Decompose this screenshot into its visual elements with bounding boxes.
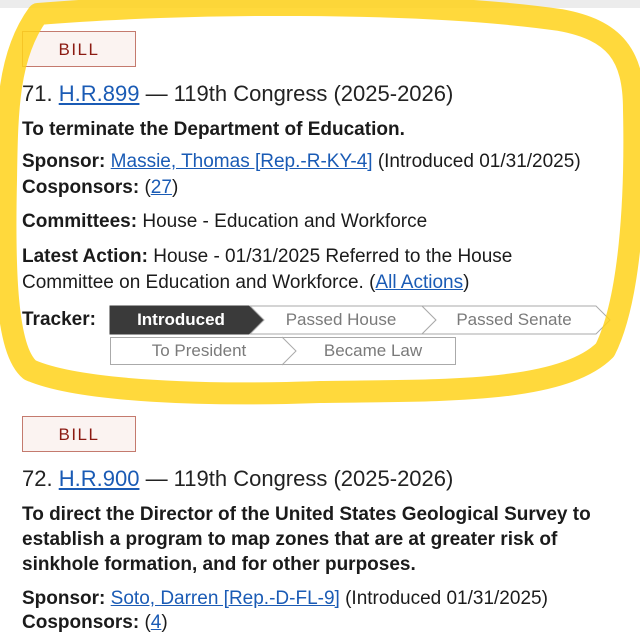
tracker-stage-label: Became Law: [323, 341, 423, 360]
sponsor-label: Sponsor:: [22, 588, 106, 609]
committees-label: Committees:: [22, 211, 138, 232]
sponsor-line: [22, 151, 581, 173]
all-actions-link[interactable]: All Actions: [375, 272, 464, 293]
cosponsors-label: Cosponsors:: [22, 612, 140, 633]
sponsor-link[interactable]: Soto, Darren [Rep.-D-FL-9]: [110, 588, 340, 609]
bill-description: To direct the Director of the United States Geological Survey to establish a program to map zones that are at greater risk of sinkhole formation, and for other purposes.: [22, 504, 591, 575]
tracker-row-2: [110, 337, 456, 365]
bill-number: 71.: [22, 81, 53, 106]
bill-type-badge: BILL: [22, 31, 136, 67]
bill-id-link[interactable]: H.R.899: [58, 81, 140, 106]
bill-title-line: [22, 466, 453, 492]
introduced-date: (Introduced 01/31/2025): [377, 151, 581, 172]
congress-label: — 119th Congress (2025-2026): [145, 466, 454, 491]
cosponsors-label: Cosponsors:: [22, 177, 140, 198]
latest-action: [22, 244, 602, 296]
tracker-stage-introduced: [110, 306, 252, 334]
bill-number: 72.: [22, 466, 53, 491]
latest-action-label: Latest Action:: [22, 246, 148, 267]
tracker-stage-label: To President: [151, 341, 247, 360]
cosponsors-count-link[interactable]: 4: [150, 612, 162, 633]
sponsor-label: Sponsor:: [22, 151, 106, 172]
cosponsors-count-link[interactable]: 27: [150, 177, 172, 198]
tracker-stage-passed-senate: [438, 306, 590, 334]
top-bar: [0, 0, 640, 8]
bill-type-badge: BILL: [22, 416, 136, 452]
tracker-label: Tracker:: [22, 309, 96, 330]
tracker-stage-passed-house: [266, 306, 416, 334]
cosponsors-close-paren: ): [161, 612, 168, 633]
congress-label: — 119th Congress (2025-2026): [145, 81, 454, 106]
cosponsors-line: [22, 177, 178, 199]
tracker-stage-became-law: [291, 337, 455, 365]
bill-id-link[interactable]: H.R.900: [58, 466, 140, 491]
committees-line: [22, 211, 427, 233]
tracker-stage-label: Passed House: [285, 310, 397, 329]
tracker-stage-label: Introduced: [137, 310, 225, 329]
cosponsors-close-paren: ): [171, 177, 179, 198]
latest-action-close: ): [463, 272, 470, 293]
sponsor-line: [22, 588, 548, 610]
tracker-stage-label: Passed Senate: [456, 310, 572, 329]
tracker-stage-to-president: [111, 337, 287, 365]
introduced-date: (Introduced 01/31/2025): [345, 588, 548, 609]
latest-action-text: House - 01/31/2025 Referred to the House Committee on Education and Workforce. (: [22, 246, 513, 293]
committees-value: House - Education and Workforce: [142, 211, 428, 232]
bill-description: To terminate the Department of Education.: [22, 119, 405, 140]
cosponsors-open-paren: (: [144, 177, 151, 198]
sponsor-link[interactable]: Massie, Thomas [Rep.-R-KY-4]: [110, 151, 373, 172]
bill-title-line: [22, 81, 453, 107]
cosponsors-open-paren: (: [144, 612, 151, 633]
